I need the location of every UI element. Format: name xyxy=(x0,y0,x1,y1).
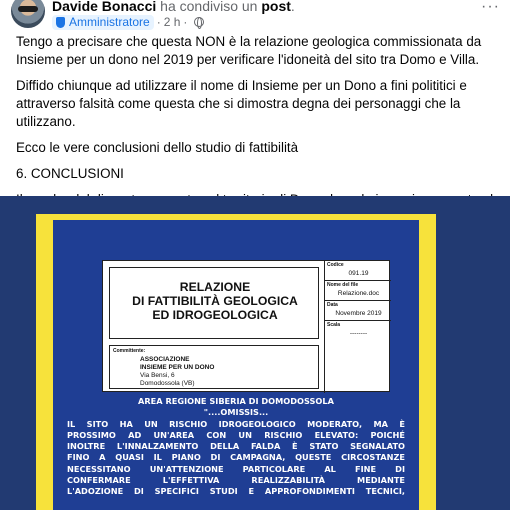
post-paragraph: 6. CONCLUSIONI xyxy=(16,166,124,181)
header-line xyxy=(52,0,295,15)
info-value: -------- xyxy=(349,330,368,337)
conclusion-excerpt xyxy=(67,396,405,498)
document-info-column xyxy=(324,261,391,393)
more-options-icon[interactable]: ··· xyxy=(481,0,500,15)
info-cell-codice xyxy=(325,261,391,281)
role-badge[interactable] xyxy=(52,15,154,30)
info-label: Data xyxy=(327,302,338,308)
author-name[interactable]: Davide Bonacci xyxy=(52,0,157,14)
info-cell-file xyxy=(325,281,391,301)
globe-icon[interactable] xyxy=(194,17,204,27)
excerpt-line: INOLTRE L'INNALZAMENTO DELLA FALDA È STATO SEGNALATO xyxy=(67,441,405,452)
post-paragraph: Ecco le vere conclusioni dello studio di fattibilità xyxy=(16,140,299,155)
committente-line: INSIEME PER UN DONO xyxy=(140,364,215,371)
info-cell-scala xyxy=(325,321,391,341)
excerpt-line: L'ADOZIONE DI SPECIFICI STUDI E APPROFONDIMENTI TECNICI, xyxy=(67,486,405,497)
avatar-glasses xyxy=(18,6,38,12)
info-cell-data xyxy=(325,301,391,321)
document-title-line: DI FATTIBILITÀ GEOLOGICA xyxy=(132,294,298,308)
role-label: Amministratore xyxy=(69,15,150,29)
shared-post-link[interactable]: post xyxy=(261,0,291,14)
committente-line: Domodossola (VB) xyxy=(140,380,195,387)
shield-icon xyxy=(56,17,65,28)
excerpt-line: PROSSIMO AD UN'AREA CON UN RISCHIO ELEVATO: POICHÉ xyxy=(67,429,405,440)
info-value: Relazione.doc xyxy=(337,290,380,297)
document-title xyxy=(110,280,320,322)
avatar[interactable] xyxy=(11,0,45,28)
separator-dot: · xyxy=(156,15,161,29)
post-time[interactable]: 2 h xyxy=(163,15,181,29)
document-cover xyxy=(102,260,390,392)
share-action-text: ha condiviso un xyxy=(160,0,258,14)
post-image[interactable] xyxy=(0,196,510,510)
info-value: 091.19 xyxy=(348,270,369,277)
document-title-box xyxy=(109,267,319,339)
excerpt-line: IL SITO HA UN RISCHIO IDROGEOLOGICO MODERATO, MA È xyxy=(67,418,405,429)
post-paragraph: Tengo a precisare che questa NON è la relazione geologica commissionata da Insieme per un dono nel 2019 per verificare l'idoneità del sito tra Domo e Villa. xyxy=(16,34,482,67)
separator-dot: · xyxy=(183,15,188,29)
info-label: Nome del file xyxy=(327,282,359,288)
committente-box xyxy=(109,345,319,389)
committente-line: ASSOCIAZIONE xyxy=(140,356,190,363)
header-punctuation: . xyxy=(290,0,295,14)
post-header xyxy=(0,0,510,32)
excerpt-line: FINO A QUASI IL PIANO DI CAMPAGNA, QUESTE CIRCOSTANZE xyxy=(67,452,405,463)
post-meta xyxy=(52,14,204,30)
info-label: Codice xyxy=(327,262,344,268)
area-heading: AREA REGIONE SIBERIA DI DOMODOSSOLA xyxy=(138,396,334,406)
excerpt-line: NECESSITANO UN'ATTENZIONE PARTICOLARE AL FINE DI xyxy=(67,463,405,474)
info-value: Novembre 2019 xyxy=(335,310,382,317)
info-label: Scala xyxy=(327,322,341,328)
document-title-line: RELAZIONE xyxy=(179,280,251,294)
committente-label: Committente: xyxy=(113,348,146,354)
post-paragraph: Diffido chiunque ad utilizzare il nome di Insieme per un Dono a fini polititici e attraverso falsità come questa che si dimostra degna dei personaggi che la utilizzano. xyxy=(16,78,467,129)
excerpt-line: CONFERMARE L'EFFETTIVA REALIZZABILITÀ MEDIANTE xyxy=(67,475,405,486)
document-title-line: ED IDROGEOLOGICA xyxy=(152,308,278,322)
committente-details xyxy=(140,356,214,388)
committente-line: Via Bensi, 6 xyxy=(140,372,175,379)
omissis-line: "....OMISSIS... xyxy=(203,407,269,418)
